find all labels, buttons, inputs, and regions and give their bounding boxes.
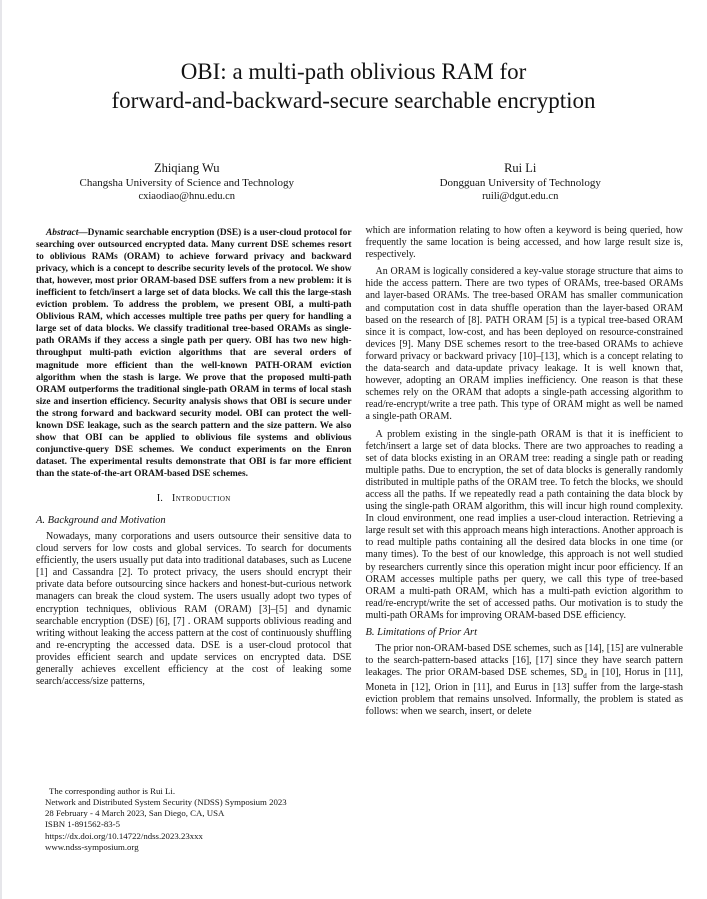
author-block: [20, 160, 687, 204]
abstract-dash: —: [78, 228, 88, 238]
author-2-email: ruili@dgut.edu.cn: [482, 191, 559, 202]
prior-art-text-pre: The prior non-ORAM-based DSE schemes, such as [14], [15] are vulnerable to the search-pattern-based attacks [16], [17] since they have search pattern leakages. The prior ORAM-based DSE schemes, SD: [365, 643, 683, 679]
section-heading-introduction: [36, 493, 352, 504]
paragraph-prior-art: [366, 643, 684, 719]
paper-title: [42, 57, 665, 115]
two-column-body: [36, 225, 683, 853]
footnote-website: www.ndss-symposium.org: [45, 841, 139, 852]
paragraph-background-continued: which are information relating to how often a keyword is being queried, how frequently the same location is being accessed, and how large result size is, respectively.: [365, 225, 683, 261]
abstract-text: Dynamic searchable encryption (DSE) is a user-cloud protocol for searching over outsourced encrypted data. Many current DSE schemes resort to oblivious RAMs (ORAM) to achieve forward privacy and backward privacy, which is a concept to describe security levels of the protocol. We show that, however, most prior ORAM-based DSE suffers from a new problem: it is inefficient to fetch/insert a large set of data blocks. We call this the large-stash eviction problem. To address the problem, we present OBI, a multi-path Oblivious RAM, which accesses multiple tree paths per query for handling a large set of data blocks. We classify traditional tree-based ORAMs as single-path ORAMs if they access a single path per query. OBI has two new high-throughput multi-path eviction algorithms that are several orders of magnitude more efficient than the well-known PATH-ORAM eviction algorithm when the stash is large. We prove that the proposed multi-path ORAM outperforms the traditional single-path ORAM in terms of local stash size and insertion efficiency. Security analysis shows that OBI is secure under the strong forward and backward security model. OBI can protect the well-known DSE leakage, such as the search pattern and the size pattern. We also show that OBI can be applied to oblivious file systems and oblivious conjunctive-query DSE schemes. We conduct experiments on the Enron dataset. The experimental results demonstrate that OBI is far more efficient than the state-of-the-art ORAM-based DSE schemes.: [36, 228, 352, 479]
author-2: [354, 160, 688, 204]
footnote-date-location: 28 February - 4 March 2023, San Diego, CA, USA: [45, 808, 225, 819]
footnote-corresponding-author: The corresponding author is Rui Li.: [49, 785, 176, 796]
footnote: [45, 786, 352, 853]
footnote-venue: Network and Distributed System Security (NDSS) Symposium 2023: [45, 796, 287, 807]
author-2-name: Rui Li: [504, 161, 537, 175]
right-column: [366, 225, 684, 853]
abstract-label: Abstract: [46, 228, 79, 238]
section-title: Introduction: [171, 492, 231, 504]
paper-title-line1: OBI: a multi-path oblivious RAM for: [180, 59, 527, 84]
footnote-doi: https://dx.doi.org/10.14722/ndss.2023.23xxx: [45, 830, 203, 841]
paragraph-oram-overview: An ORAM is logically considered a key-value storage structure that aims to hide the access pattern. There are two types of ORAMs, tree-based ORAMs and layer-based ORAMs. The tree-based ORAM has smaller communication and computation cost in data shuffle operation than the layer-based ORAM based on the research of [8]. PATH ORAM [5] is a typical tree-based ORAM since it is compact, low-cost, and has been deployed on resource-constrained devices [9]. Many DSE schemes resort to the tree-based ORAMs to achieve forward privacy or backward privacy [10]–[13], which is a concept relating to the data-search and data-update privacy leakage. It is well known that, however, adopting an ORAM implies inefficiency. One reason is that these schemes rely on the ORAM that adopts a single-path accessing algorithm to read/re-encrypt/write a tree path. This type of ORAM might as well be named a single-path ORAM.: [365, 266, 683, 423]
author-1-affiliation: Changsha University of Science and Technology: [79, 177, 294, 189]
paper-title-line2: forward-and-backward-secure searchable encryption: [111, 88, 596, 113]
author-1: [20, 160, 354, 204]
author-1-email: cxiaodiao@hnu.edu.cn: [138, 191, 236, 202]
author-2-affiliation: Dongguan University of Technology: [439, 177, 601, 189]
author-1-name: Zhiqiang Wu: [153, 161, 220, 175]
prior-art-subscript: d: [583, 672, 587, 681]
paragraph-background-left: Nowadays, many corporations and users outsource their sensitive data to cloud servers for low costs and global services. To search for documents efficiently, the users usually put data into traditional databases, such as Lucene [1] and Cassandra [2]. To protect privacy, the users should encrypt their private data before outsourcing since hackers and honest-but-curious network managers can break the cloud system. The users usually adopt two types of encryption techniques, oblivious RAM (ORAM) [3]–[5] and dynamic searchable encryption (DSE) [6], [7] . ORAM supports oblivious reading and writing without leaking the access pattern at the cost of continuously shuffling and re-encrypting the accessed data. DSE is a user-cloud protocol that provides efficient search and update services on encrypted data. DSE generally achieves excellent efficiency at the cost of leaking some search/access/size patterns,: [36, 530, 352, 688]
paragraph-single-path-problem: A problem existing in the single-path ORAM is that it is inefficient to fetch/insert a large set of data blocks. There are two approaches to reading a set of data blocks existing in an ORAM tree: reading a single path or reading multiple paths. Due to encryption, the set of data blocks is generally randomly distributed in multiple paths of the ORAM tree. To fetch the blocks, we should access all the paths. If we repeatedly read a path containing the data block by using the single-path ORAM algorithm, this will incur high round complexity. In cloud environment, one read implies a user-cloud interaction. Retrieving a large result set with this approach means high interactions. Another approach is to read multiple paths containing all the desired data blocks in one time (or many times). To the best of our knowledge, this approach is not well studied by researchers currently since this operation might incur poor efficiency. If an ORAM accesses multiple paths per query, we call this type of tree-based ORAM a multi-path ORAM, which has a multi-path eviction algorithm to read/re-encrypt/write the set of accessed paths. Our motivation is to study the multi-path ORAMs for improving ORAM-based DSE efficiency.: [365, 428, 684, 621]
subsection-a-heading: A. Background and Motivation: [36, 514, 166, 526]
page-left-edge: [0, 0, 2, 899]
section-number: I.: [156, 492, 163, 504]
subsection-b-heading: B. Limitations of Prior Art: [365, 627, 478, 638]
abstract: [36, 227, 352, 480]
left-column: [36, 225, 352, 853]
footnote-isbn: ISBN 1-891562-83-5: [45, 819, 121, 830]
prior-art-text-post: in [10], Horus in [11], Moneta in [12], Orion in [11], and Eurus in [13] suffer from the large-stash eviction problem that remains unsolved. Informally, the problem is stated as follows: when we search, insert, or delete: [365, 667, 683, 718]
